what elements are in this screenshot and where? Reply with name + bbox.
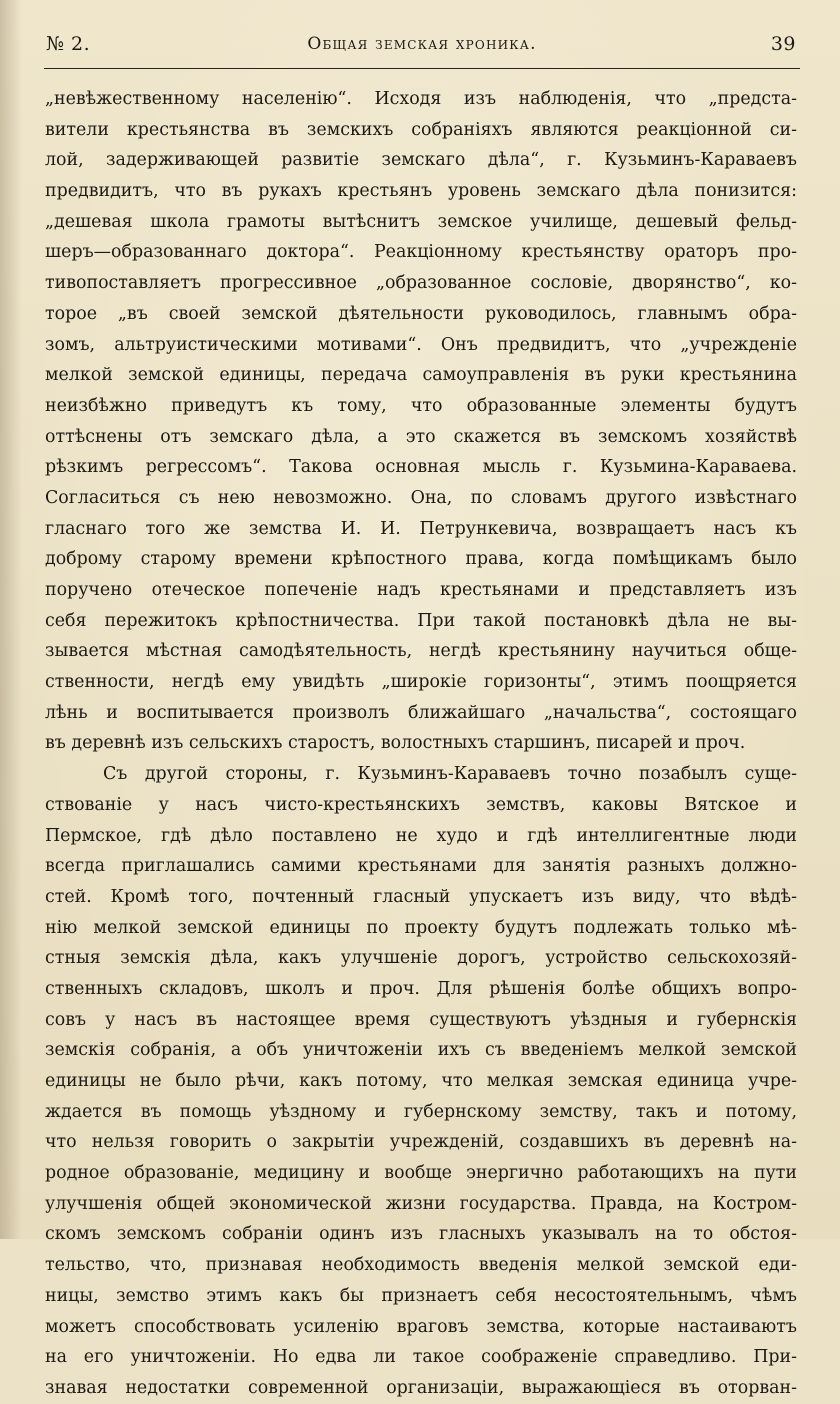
text-line: вители крестьянства въ земскихъ собраніяхъ являются реакціонной си-	[45, 119, 797, 140]
text-line: „дешевая школа грамоты вытѣснитъ земское училище, дешевый фельд-	[45, 211, 797, 232]
text-line: доброму старому времени крѣпостного права, когда помѣщикамъ было	[45, 549, 797, 570]
text-line: стныя земскія дѣла, какъ улучшеніе дорогъ, устройство сельскохозяй-	[45, 948, 797, 969]
article-body	[45, 84, 797, 1404]
page-gutter-shadow	[0, 0, 22, 1239]
running-header	[46, 33, 798, 61]
paragraph-start-line: Съ другой стороны, г. Кузьминъ-Караваевъ точно позабылъ суще-	[103, 764, 797, 785]
issue-number: № 2.	[46, 33, 91, 55]
text-line: единицы не было рѣчи, какъ потому, что мелкая земская единица учре-	[45, 1071, 797, 1091]
text-line: ждается въ помощь уѣздному и губернскому земству, такъ и потому,	[45, 1101, 797, 1122]
text-line: оттѣснены отъ земскаго дѣла, а это скажется въ земскомъ хозяйствѣ	[45, 426, 797, 447]
text-line: шеръ—образованнаго доктора“. Реакціонному крестьянству ораторъ про-	[45, 242, 797, 263]
text-line: что нельзя говорить о закрытіи учрежденій, создавшихъ въ деревнѣ на-	[45, 1132, 797, 1153]
text-line: поручено отеческое попеченіе надъ крестьянами и представляетъ изъ	[45, 580, 797, 600]
text-line: Согласиться съ нею невозможно. Она, по словамъ другого извѣстнаго	[45, 487, 797, 508]
text-line: ственныхъ складовъ, школъ и проч. Для рѣшенія болѣе общихъ вопро-	[45, 978, 797, 999]
section-title: Общая земская хроника.	[307, 34, 537, 54]
text-line: лѣнь и воспитывается произволъ ближайшаго „начальства“, состоящаго	[45, 702, 797, 723]
text-line: на его уничтоженіи. Но едва ли такое соображеніе справедливо. При-	[45, 1347, 797, 1368]
text-line: скомъ земскомъ собраніи одинъ изъ гласныхъ указывалъ на то обстоя-	[45, 1224, 797, 1245]
text-line: ствованіе у насъ чисто-крестьянскихъ земствъ, каковы Вятское и	[45, 794, 797, 815]
text-line: знавая недостатки современной организаціи, выражающіеся въ оторван-	[45, 1377, 797, 1398]
text-line: Пермское, гдѣ дѣло поставлено не худо и гдѣ интеллигентные люди	[45, 825, 797, 846]
text-line: гласнаго того же земства И. И. Петрункевича, возвращаетъ насъ къ	[45, 518, 797, 539]
text-line: торое „въ своей земской дѣятельности руководилось, главнымъ обра-	[45, 303, 797, 324]
page-number: 39	[770, 33, 796, 55]
text-line: родное образованіе, медицину и вообще энергично работающихъ на пути	[45, 1163, 797, 1184]
text-line: неизбѣжно приведутъ къ тому, что образованные элементы будутъ	[45, 395, 797, 416]
text-line: совъ у насъ въ настоящее время существуютъ уѣздныя и губернскія	[45, 1009, 797, 1030]
text-line: зомъ, альтруистическими мотивами“. Онъ предвидитъ, что „учрежденіе	[45, 334, 797, 355]
text-line: земскія собранія, а объ уничтоженіи ихъ съ введеніемъ мелкой земской	[45, 1040, 797, 1061]
text-line: рѣзкимъ регрессомъ“. Такова основная мысль г. Кузьмина-Караваева.	[45, 457, 797, 478]
text-line: предвидитъ, что въ рукахъ крестьянъ уровень земскаго дѣла понизится:	[45, 181, 797, 202]
header-rule	[44, 68, 800, 69]
text-line: мелкой земской единицы, передача самоуправленія въ руки крестьянина	[45, 365, 797, 386]
paragraph-end-line: въ деревнѣ изъ сельскихъ старостъ, волостныхъ старшинъ, писарей и проч.	[45, 733, 746, 754]
text-line: тельство, что, признавая необходимость введенія мелкой земской еди-	[45, 1255, 797, 1276]
text-line: лой, задерживающей развитіе земскаго дѣла“, г. Кузьминъ-Караваевъ	[45, 150, 797, 171]
text-line: нію мелкой земской единицы по проекту будутъ подлежать только мѣ-	[45, 917, 797, 938]
text-line: можетъ способствовать усиленію враговъ земства, которые настаиваютъ	[45, 1316, 797, 1337]
text-line: ницы, земство этимъ какъ бы признаетъ себя несостоятельнымъ, чѣмъ	[45, 1285, 797, 1306]
text-line: ственности, негдѣ ему увидѣть „широкіе горизонты“, этимъ поощряется	[45, 672, 797, 693]
text-line: всегда приглашались самими крестьянами для занятія разныхъ должно-	[45, 856, 797, 877]
text-line: улучшенія общей экономической жизни государства. Правда, на Костром-	[45, 1193, 797, 1214]
text-line: „невѣжественному населенію“. Исходя изъ наблюденія, что „предста-	[45, 89, 797, 109]
text-line: зывается мѣстная самодѣятельность, негдѣ крестьянину научиться обще-	[45, 641, 797, 662]
text-line: тивопоставляетъ прогрессивное „образованное сословіе, дворянство“, ко-	[45, 273, 797, 294]
text-line: себя пережитокъ крѣпостничества. При такой постановкѣ дѣла не вы-	[45, 610, 797, 631]
text-line: стей. Кромѣ того, почтенный гласный упускаетъ изъ виду, что вѣдѣ-	[45, 886, 797, 907]
